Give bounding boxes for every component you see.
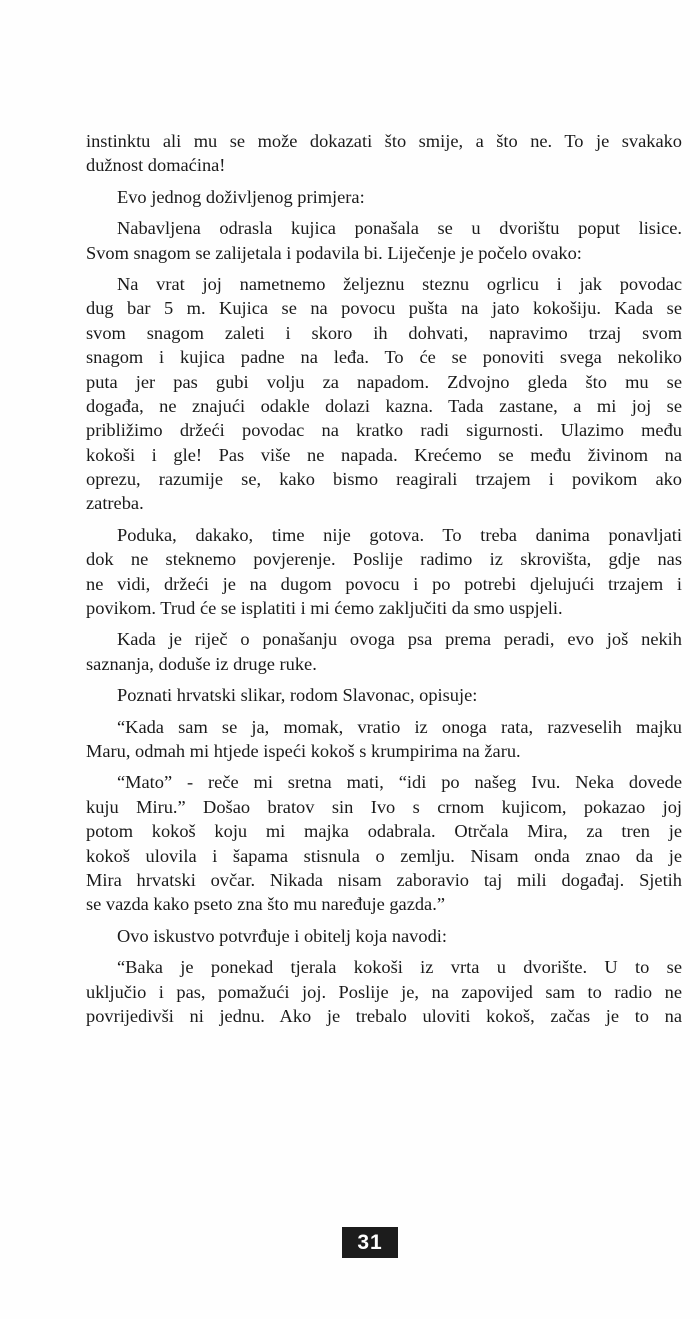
paragraph <box>86 924 682 948</box>
text-line: snagom i kujica padne na leđa. To će se ponoviti svega nekoliko <box>86 347 682 368</box>
paragraph <box>86 216 682 265</box>
paragraph <box>86 770 682 916</box>
text-line: saznanja, doduše iz druge ruke. <box>86 653 317 674</box>
text-line: Kada je riječ o ponašanju ovoga psa prema peradi, evo još nekih <box>117 629 682 650</box>
text-line: Ovo iskustvo potvrđuje i obitelj koja navodi: <box>117 925 447 946</box>
text-line: se vazda kako pseto zna što mu naređuje gazda.” <box>86 894 445 915</box>
text-line: instinktu ali mu se može dokazati što smije, a što ne. To je svakako <box>86 131 682 151</box>
text-line: Na vrat joj nametnemo željeznu steznu ogrlicu i jak povodac <box>117 273 682 294</box>
text-line: zatreba. <box>86 493 144 514</box>
text-line: povikom. Trud će se isplatiti i mi ćemo zaključiti da smo uspjeli. <box>86 598 563 619</box>
text-line: Mira hrvatski ovčar. Nikada nisam zaboravio taj mili događaj. Sjetih <box>86 869 682 890</box>
paragraph <box>86 955 682 1028</box>
text-line: “Baka je ponekad tjerala kokoši iz vrta u dvorište. U to se <box>117 957 682 978</box>
text-line: povrijedivši ni jednu. Ako je trebalo uloviti kokoš, začas je to na <box>86 1005 682 1026</box>
text-line: dužnost domaćina! <box>86 155 226 176</box>
paragraph <box>86 683 682 707</box>
text-line: ne vidi, držeći je na dugom povocu i po potrebi djelujući trzajem i <box>86 573 682 594</box>
text-line: Poznati hrvatski slikar, rodom Slavonac, opisuje: <box>117 685 478 706</box>
text-line: približimo držeći povodac na kratko radi sigurnosti. Ulazimo među <box>86 420 682 441</box>
paragraph <box>86 523 682 621</box>
text-line: kokoš ulovila i šapama stisnula o zemlju. Nisam onda znao da je <box>86 845 682 866</box>
text-line: kokoši i gle! Pas više ne napada. Krećemo se među živinom na <box>86 444 682 465</box>
page-number: 31 <box>342 1227 398 1258</box>
text-line: uključio i pas, pomažući joj. Poslije je, na zapovijed sam to radio ne <box>86 981 682 1002</box>
text-line: puta jer pas gubi volju za napadom. Zdvojno gleda što mu se <box>86 371 682 392</box>
book-page-text <box>86 129 682 1035</box>
text-line: Evo jednog doživljenog primjera: <box>117 186 365 207</box>
paragraph <box>86 715 682 764</box>
paragraph <box>86 185 682 209</box>
text-line: događa, ne znajući odakle dolazi kazna. Tada zastane, a mi joj se <box>86 395 682 416</box>
paragraph <box>86 129 682 178</box>
text-line: dug bar 5 m. Kujica se na povocu pušta na jato kokošiju. Kada se <box>86 298 682 319</box>
text-line: “Mato” - reče mi sretna mati, “idi po našeg Ivu. Neka dovede <box>117 772 682 793</box>
paragraph <box>86 272 682 516</box>
text-line: kuju Miru.” Došao bratov sin Ivo s crnom kujicom, pokazao joj <box>86 796 682 817</box>
text-line: potom kokoš koju mi majka odabrala. Otrčala Mira, za tren je <box>86 821 682 842</box>
text-line: “Kada sam se ja, momak, vratio iz onoga rata, razveselih majku <box>117 716 682 737</box>
text-line: Poduka, dakako, time nije gotova. To treba danima ponavljati <box>117 524 682 545</box>
text-line: svom snagom zaleti i skoro ih dohvati, napravimo trzaj svom <box>86 322 682 343</box>
text-line: Maru, odmah mi htjede ispeći kokoš s krumpirima na žaru. <box>86 740 521 761</box>
text-line: oprezu, razumije se, kako bismo reagirali trzajem i povikom ako <box>86 469 682 490</box>
text-line: dok ne steknemo povjerenje. Poslije radimo iz skrovišta, gdje nas <box>86 549 682 570</box>
text-line: Nabavljena odrasla kujica ponašala se u dvorištu poput lisice. <box>117 218 682 239</box>
paragraph <box>86 627 682 676</box>
text-line: Svom snagom se zalijetala i podavila bi. Liječenje je počelo ovako: <box>86 242 582 263</box>
